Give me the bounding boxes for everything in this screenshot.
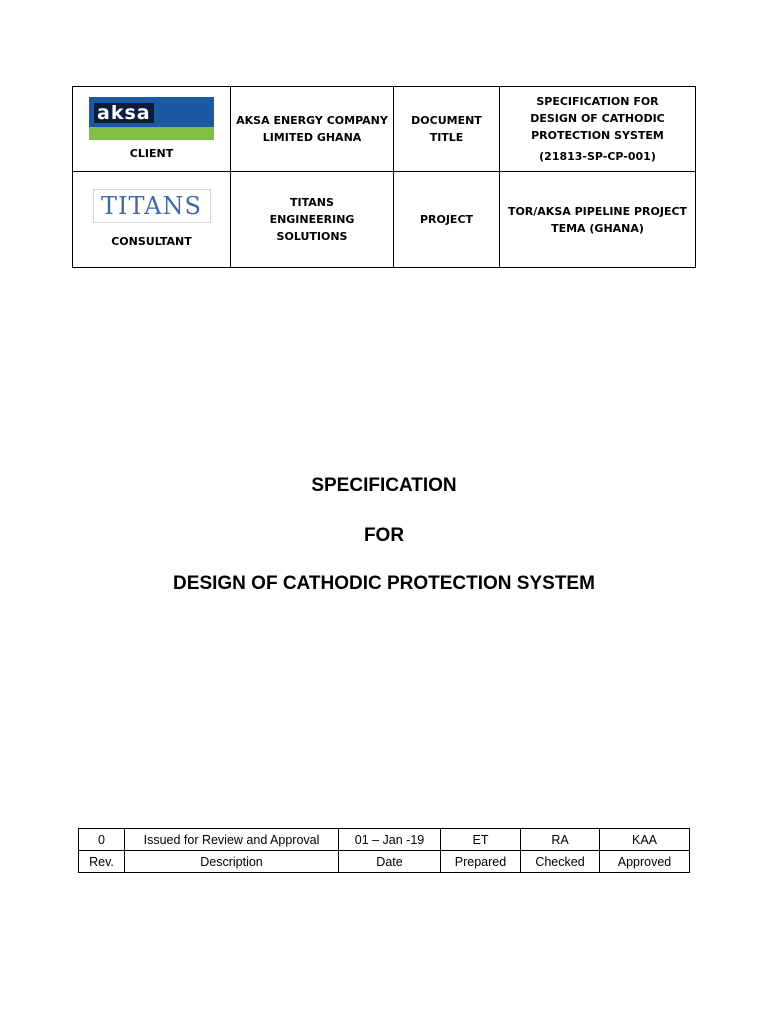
document-title-label: DOCUMENT xyxy=(411,114,482,128)
revision-table xyxy=(78,828,690,873)
description-cell: Issued for Review and Approval xyxy=(125,829,339,851)
column-header: Rev. xyxy=(79,851,125,873)
consultant-name-line: SOLUTIONS xyxy=(276,230,348,244)
consultant-name-line: ENGINEERING xyxy=(269,213,355,227)
header-row-client xyxy=(73,87,696,172)
consultant-name-line: TITANS xyxy=(290,196,334,210)
header-row-consultant xyxy=(73,172,696,268)
consultant-role-label: CONSULTANT xyxy=(111,235,192,249)
column-header: Checked xyxy=(521,851,600,873)
column-header: Description xyxy=(125,851,339,873)
document-title-line: DESIGN OF CATHODIC PROTECTION SYSTEM xyxy=(173,573,595,594)
document-number: (21813-SP-CP-001) xyxy=(539,150,656,164)
column-header: Date xyxy=(339,851,441,873)
document-title-line: FOR xyxy=(363,525,405,546)
client-role-label: CLIENT xyxy=(129,146,174,160)
consultant-cell xyxy=(73,172,231,268)
document-title-line: SPECIFICATION xyxy=(311,475,457,496)
approved-cell: KAA xyxy=(600,829,690,851)
consultant-name-cell xyxy=(231,172,394,268)
aksa-logo-word: aksa xyxy=(94,103,154,123)
rev-cell: 0 xyxy=(79,829,125,851)
column-header: Prepared xyxy=(441,851,521,873)
client-name-cell xyxy=(231,87,394,172)
project-label: PROJECT xyxy=(419,213,474,227)
prepared-cell: ET xyxy=(441,829,521,851)
aksa-logo-sub: ENERGY xyxy=(175,116,204,125)
project-label-cell xyxy=(394,172,500,268)
project-value: TOR/AKSA PIPELINE PROJECT xyxy=(507,204,688,218)
project-value: TEMA (GHANA) xyxy=(551,221,644,235)
table-row xyxy=(79,829,690,851)
document-header-table xyxy=(72,86,696,268)
document-title-label-cell xyxy=(394,87,500,172)
checked-cell: RA xyxy=(521,829,600,851)
table-header-row xyxy=(79,851,690,873)
aksa-energy-logo xyxy=(89,97,214,140)
document-title-value: PROTECTION SYSTEM xyxy=(531,129,664,143)
column-header: Approved xyxy=(600,851,690,873)
document-title-value: DESIGN OF CATHODIC xyxy=(530,112,665,126)
document-title-value-cell xyxy=(500,87,696,172)
client-name-line: LIMITED GHANA xyxy=(262,131,362,145)
titans-logo: TITANS xyxy=(93,189,211,223)
document-title-value: SPECIFICATION FOR xyxy=(536,95,659,109)
date-cell: 01 – Jan -19 xyxy=(339,829,441,851)
client-name-line: AKSA ENERGY COMPANY xyxy=(236,114,388,128)
project-value-cell xyxy=(500,172,696,268)
document-title-label: TITLE xyxy=(429,131,464,145)
client-cell xyxy=(73,87,231,172)
